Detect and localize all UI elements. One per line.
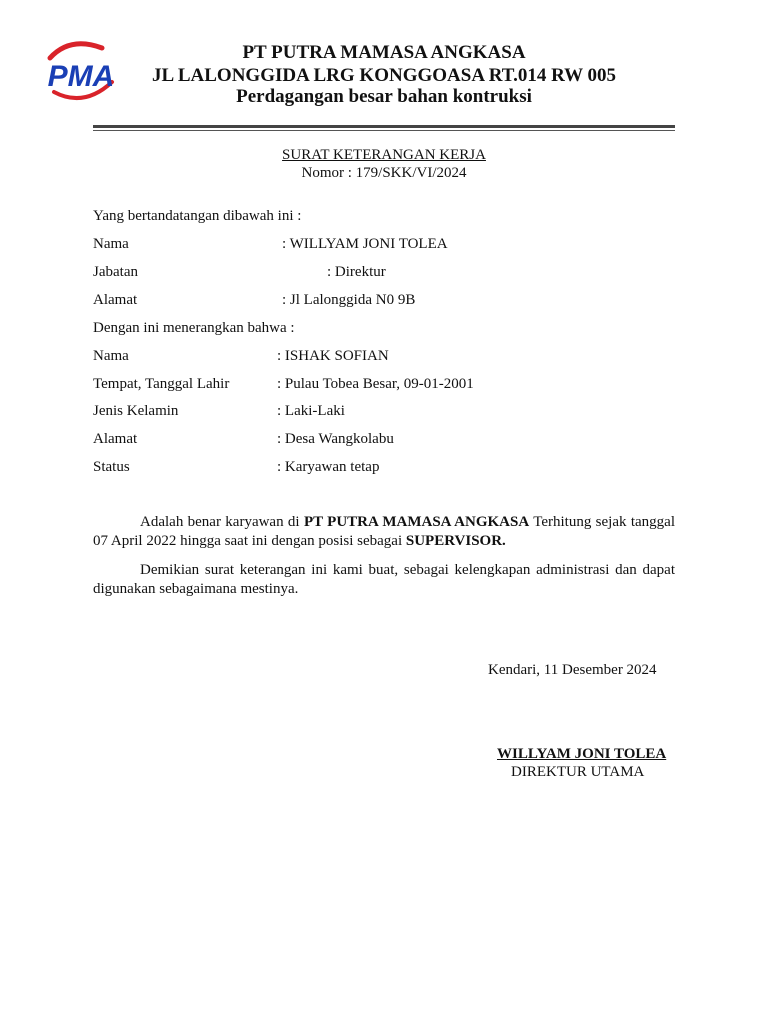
- employee-intro: Dengan ini menerangkan bahwa :: [93, 320, 295, 336]
- company-business: Perdagangan besar bahan kontruksi: [236, 86, 532, 107]
- document-number: Nomor : 179/SKK/VI/2024: [301, 165, 467, 181]
- company-name: PT PUTRA MAMASA ANGKASA: [242, 42, 526, 63]
- statement-pre: Adalah benar karyawan di: [140, 514, 304, 530]
- signer-position-value: : Direktur: [327, 264, 386, 280]
- employee-gender-value: : Laki-Laki: [277, 403, 345, 419]
- employee-address-value: : Desa Wangkolabu: [277, 431, 394, 447]
- logo-text: PMA: [47, 60, 115, 93]
- header-rule-thick: [93, 125, 675, 128]
- closing-paragraph: [93, 561, 675, 599]
- employee-birth-value: : Pulau Tobea Besar, 09-01-2001: [277, 376, 474, 392]
- employee-status-value: : Karyawan tetap: [277, 459, 380, 475]
- signer-name-label: Nama: [93, 236, 129, 252]
- closing-text: Demikian surat keterangan ini kami buat, sebagai kelengkapan administrasi dan dapat digunakan sebagaimana mestinya.: [93, 562, 675, 597]
- document-title: SURAT KETERANGAN KERJA: [282, 147, 486, 163]
- employee-gender-label: Jenis Kelamin: [93, 403, 179, 419]
- signer-intro: Yang bertandatangan dibawah ini :: [93, 208, 302, 224]
- signer-address-label: Alamat: [93, 292, 138, 308]
- signer-name-value: : WILLYAM JONI TOLEA: [282, 236, 448, 252]
- statement-position: SUPERVISOR.: [405, 533, 506, 549]
- statement-company: PT PUTRA MAMASA ANGKASA: [303, 514, 530, 530]
- employee-status-label: Status: [93, 459, 130, 475]
- header-rule-thin: [93, 130, 675, 131]
- company-address: JL LALONGGIDA LRG KONGGOASA RT.014 RW 005: [151, 65, 617, 86]
- employee-address-label: Alamat: [93, 431, 138, 447]
- signer-address-value: : Jl Lalonggida N0 9B: [282, 292, 416, 308]
- place-date: Kendari, 11 Desember 2024: [488, 662, 657, 678]
- employee-name-value: : ISHAK SOFIAN: [277, 348, 389, 364]
- signatory-name: WILLYAM JONI TOLEA: [497, 746, 667, 762]
- statement-mid: Terhitung sejak tanggal 07 April 2022 hingga saat ini dengan posisi sebagai: [93, 514, 675, 549]
- employee-name-label: Nama: [93, 348, 129, 364]
- employee-birth-label: Tempat, Tanggal Lahir: [93, 376, 230, 392]
- statement-paragraph: [93, 513, 675, 551]
- signer-position-label: Jabatan: [93, 264, 138, 280]
- signatory-title: DIREKTUR UTAMA: [511, 764, 645, 780]
